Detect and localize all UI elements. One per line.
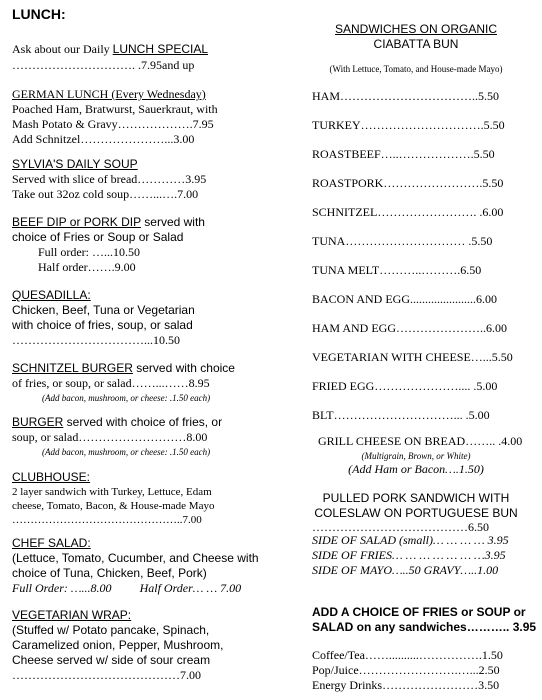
drink-pop-juice: Pop/Juice…………………….…...2.50 [312,663,500,677]
quesadilla-section [12,288,195,348]
sandwich-subheading: (With Lettuce, Tomato, and House-made Mayo) [329,64,503,74]
grill-cheese-note: (Multigrain, Brown, or White) [361,451,471,461]
lunch-special-prefix: Ask about our Daily [12,42,113,56]
lunch-special-label: LUNCH SPECIAL [112,42,209,56]
quesadilla-line: Chicken, Beef, Tuna or Vegetarian [12,303,195,317]
sandwich-heading-2: CIABATTA BUN [373,37,459,51]
lunch-special-price: …………………………. .7.95and up [12,58,195,72]
pulled-pork-section [290,491,542,521]
chef-salad-line: (Lettuce, Tomato, Cucumber, and Cheese with [12,551,259,565]
beef-dip-title-rest: served with [140,215,205,229]
veg-wrap-line: Caramelized onion, Pepper, Mushroom, [12,638,224,652]
sandwich-item-turkey: TURKEY………………………….5.50 [312,118,505,132]
side-salad: SIDE OF SALAD (small)… … … … 3.95 [312,533,509,547]
clubhouse-line: cheese, Tomato, Bacon, & House-made Mayo [12,500,215,512]
chef-salad-half: Half Order… … 7.00 [139,581,242,595]
sandwich-item-schnitzel: SCHNITZEL……………………. .6.00 [312,205,504,219]
grill-cheese-section [290,434,542,477]
veg-wrap-section [12,608,223,683]
sandwich-item-roastpork: ROASTPORK…………………….5.50 [312,176,504,190]
side-mayo-gravy: SIDE OF MAYO…..50 GRAVY…..1.00 [312,563,499,577]
sandwich-item-vegetarian: VEGETARIAN WITH CHEESE…...5.50 [312,350,513,364]
grill-cheese-line: GRILL CHEESE ON BREAD…….. .4.00 [318,434,523,448]
quesadilla-price: ……………………………...10.50 [12,333,180,347]
sandwich-heading-1: SANDWICHES ON ORGANIC [334,22,497,36]
drink-coffee-tea: Coffee/Tea……..........…………….1.50 [312,648,503,662]
clubhouse-section [12,470,214,527]
beef-dip-full: Full order: …...10.50 [38,245,140,259]
burger-note: (Add bacon, mushroom, or cheese: .1.50 each) [42,447,211,457]
schnitzel-burger-section [12,361,235,404]
beef-dip-section [12,215,205,275]
lunch-special-line [12,42,208,57]
sandwich-item-tuna-melt: TUNA MELT………..……….6.50 [312,263,482,277]
veg-wrap-dots: …………………………………… [12,668,180,682]
sandwich-item-ham-egg: HAM AND EGG…………………..6.00 [312,321,507,335]
schnitzel-burger-title: SCHNITZEL BURGER [12,361,133,375]
drink-energy: Energy Drinks……………………3.50 [312,678,500,692]
veg-wrap-price: 7.00 [180,668,201,682]
beef-dip-line: choice of Fries or Soup or Salad [12,230,184,244]
pulled-pork-line-2: COLESLAW ON PORTUGUESE BUN [314,506,518,520]
veg-wrap-line: Cheese served w/ side of sour cream [12,653,211,667]
burger-section [12,415,222,458]
german-lunch-section [12,87,218,147]
sandwich-item-ham: HAM……………………………..5.50 [312,89,500,103]
clubhouse-line: 2 layer sandwich with Turkey, Lettuce, Edam [12,486,212,498]
burger-title-rest: served with choice of fries, or [63,415,223,429]
quesadilla-line: with choice of fries, soup, or salad [12,318,193,332]
clubhouse-title: CLUBHOUSE: [12,470,91,484]
sandwich-item-roastbeef: ROASTBEEF…..……………….5.50 [312,147,495,161]
burger-title: BURGER [12,415,64,429]
veg-wrap-title: VEGETARIAN WRAP: [12,608,132,622]
pulled-pork-line-1: PULLED PORK SANDWICH WITH [322,491,510,505]
german-lunch-line: Add Schnitzel…………………...3.00 [12,132,195,146]
sylvia-soup-line: Served with slice of bread…………3.95 [12,172,207,186]
sandwich-item-fried-egg: FRIED EGG………………….... .5.00 [312,379,498,393]
chef-salad-full: Full Order: …...8.00 [12,581,112,595]
german-lunch-title: GERMAN LUNCH (Every Wednesday) [12,87,206,101]
sylvia-soup-section [12,157,206,202]
sylvia-soup-title: SYLVIA'S DAILY SOUP [12,157,138,171]
quesadilla-title: QUESADILLA: [12,288,91,302]
grill-cheese-add: (Add Ham or Bacon….1.50) [348,462,484,476]
side-fries: SIDE OF FRIES… … … … … … …3.95 [312,548,506,562]
sides-list [312,533,509,578]
lunch-heading: LUNCH: [12,6,66,22]
burger-line: soup, or salad………………………8.00 [12,430,208,444]
schnitzel-burger-line: of fries, or soup, or salad……...……8.95 [12,376,210,390]
sandwich-item-bacon-egg: BACON AND EGG......................6.00 [312,292,498,306]
german-lunch-line: Mash Potato & Gravy……………….7.95 [12,117,214,131]
beef-dip-half: Half order…….9.00 [38,260,136,274]
drinks-list [312,648,503,693]
sandwich-item-blt: BLT…………………………... .5.00 [312,408,490,422]
schnitzel-burger-title-rest: served with choice [132,361,235,375]
pulled-pork-price: …………………………………6.50 [312,520,489,534]
choice-line-2: SALAD on any sandwiches……….. 3.95 [312,620,537,634]
beef-dip-title: BEEF DIP or PORK DIP [12,215,141,229]
veg-wrap-line: (Stuffed w/ Potato pancake, Spinach, [12,623,210,637]
choice-line-1: ADD A CHOICE OF FRIES or SOUP or [312,605,526,619]
german-lunch-line: Poached Ham, Bratwurst, Sauerkraut, with [12,102,218,116]
sandwich-heading [290,22,542,52]
sandwich-item-tuna: TUNA………………………… .5.50 [312,234,493,248]
chef-salad-title: CHEF SALAD: [12,536,91,550]
chef-salad-section [12,536,259,596]
schnitzel-burger-note: (Add bacon, mushroom, or cheese: .1.50 each) [42,393,211,403]
clubhouse-price: ………………………………………..7.00 [12,514,202,526]
sylvia-soup-line: Take out 32oz cold soup……...….7.00 [12,187,199,201]
choice-section [312,605,536,635]
chef-salad-line: choice of Tuna, Chicken, Beef, Pork) [12,566,207,580]
sandwich-list [312,89,513,423]
